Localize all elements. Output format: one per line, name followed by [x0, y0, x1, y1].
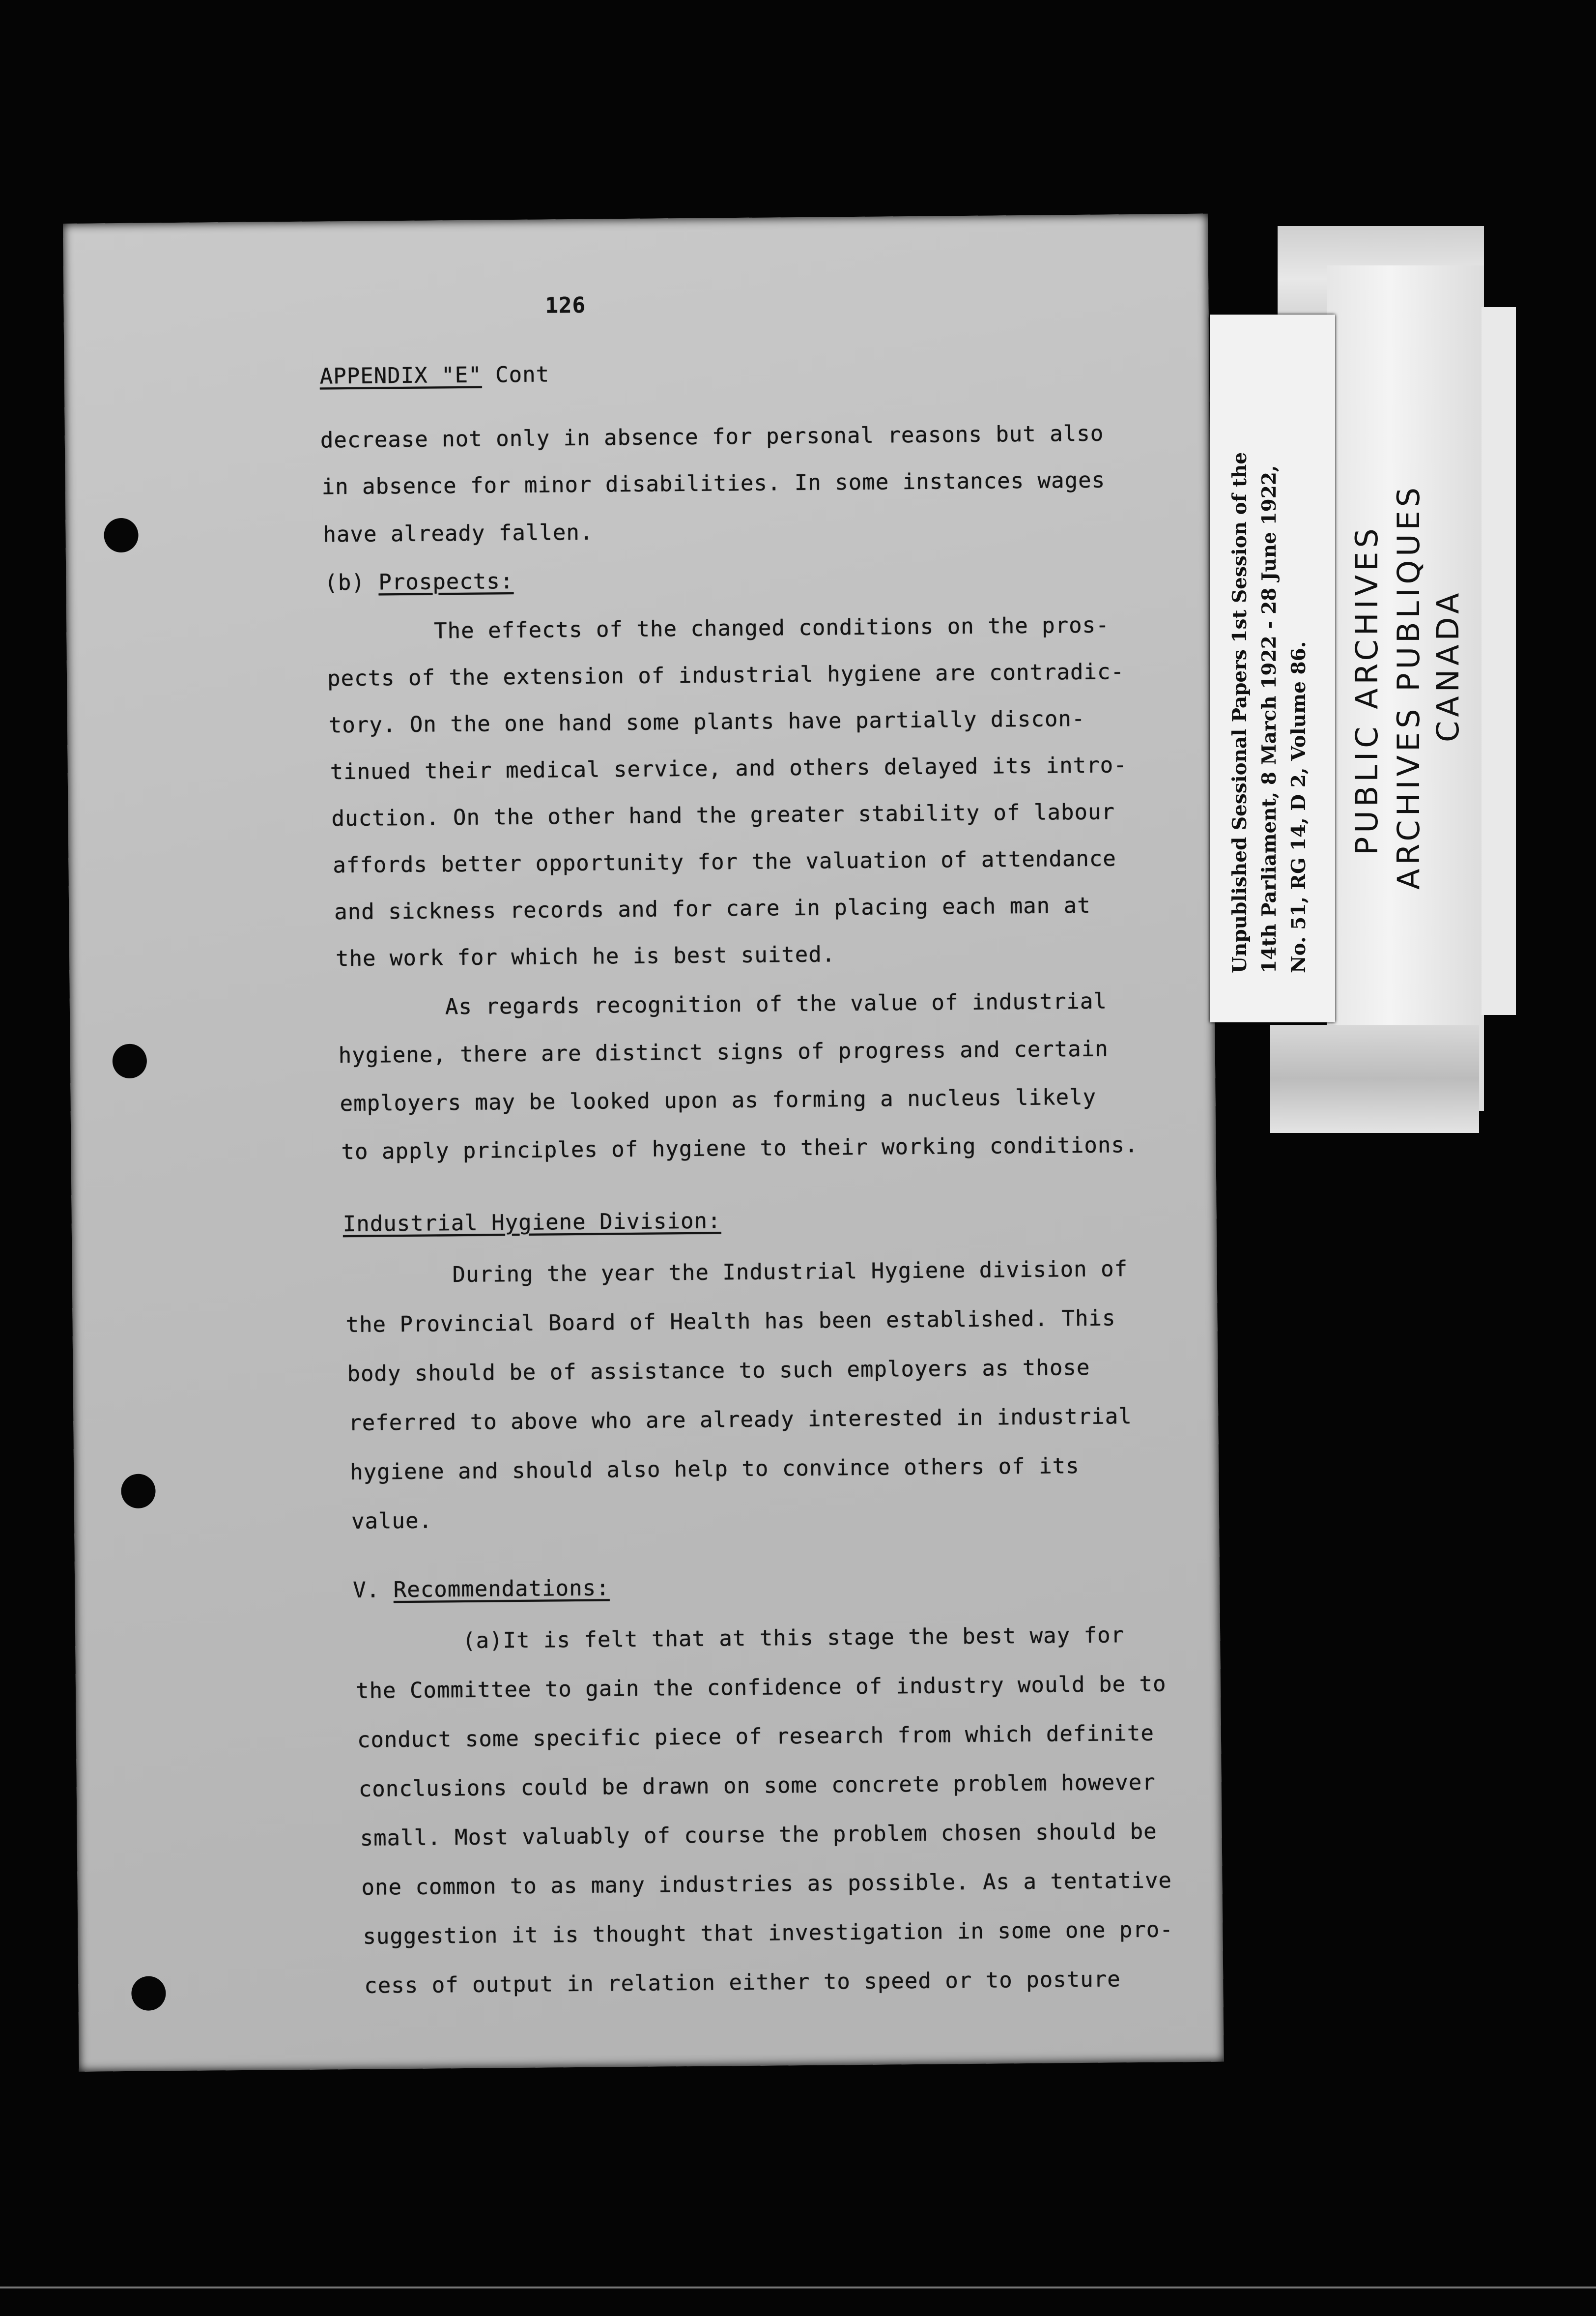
archive-stamp-line: CANADA [1430, 589, 1466, 742]
text-line: pects of the extension of industrial hygiene are contradic- [327, 659, 1125, 692]
archive-label-line: 14th Parliament, 8 March 1922 - 28 June 1922, [1258, 465, 1281, 973]
text-line: employers may be looked upon as forming a nucleus likely [340, 1084, 1097, 1117]
text-line: the work for which he is best suited. [335, 942, 836, 972]
text-line: to apply principles of hygiene to their working conditions. [341, 1132, 1139, 1165]
text-line: As regards recognition of the value of industrial [337, 988, 1108, 1021]
archive-label [1210, 315, 1335, 1022]
punch-hole [104, 518, 139, 553]
archive-label-line: No. 51, RG 14, D 2, Volume 86. [1287, 641, 1310, 973]
text-line: hygiene and should also help to convince others of its [349, 1453, 1080, 1485]
recommendations-title: Recommendations: [393, 1575, 610, 1603]
punch-hole [131, 1976, 166, 2011]
text-line: (a)It is felt that at this stage the best way for [354, 1622, 1125, 1654]
text-line: have already fallen. [323, 520, 594, 548]
archive-slip-bottom [1270, 1025, 1479, 1133]
text-line: affords better opportunity for the valuation of attendance [333, 846, 1117, 878]
prospects-heading [324, 569, 513, 595]
text-line: conclusions could be drawn on some concrete problem however [358, 1769, 1156, 1802]
punch-hole [121, 1474, 156, 1508]
text-line: decrease not only in absence for personal reasons but also [320, 421, 1104, 453]
text-line: suggestion it is thought that investigation in some one pro- [363, 1917, 1174, 1949]
text-line: During the year the Industrial Hygiene division of [344, 1256, 1128, 1289]
text-line: body should be of assistance to such employers as those [347, 1355, 1090, 1387]
page-number: 126 [545, 292, 586, 318]
prospects-title: Prospects: [378, 569, 514, 595]
archive-stamp-line: PUBLIC ARCHIVES [1349, 524, 1385, 855]
prospects-prefix: (b) [324, 570, 379, 596]
appendix-cont: Cont [482, 362, 550, 388]
archive-stamp-line: ARCHIVES PUBLIQUES [1391, 483, 1426, 890]
recommendations-prefix: V. [353, 1577, 394, 1603]
archive-label-line: Unpublished Sessional Papers 1st Session of the [1228, 452, 1251, 973]
text-line: one common to as many industries as possible. As a tentative [361, 1868, 1172, 1900]
text-line: duction. On the other hand the greater stability of labour [331, 799, 1115, 832]
punch-hole [113, 1044, 147, 1079]
recommendations-heading [353, 1575, 610, 1603]
text-line: in absence for minor disabilities. In some instances wages [321, 467, 1106, 500]
text-line: tory. On the one hand some plants have partially discon- [328, 706, 1085, 738]
division-heading: Industrial Hygiene Division: [342, 1208, 721, 1237]
text-line: and sickness records and for care in placing each man at [334, 893, 1091, 925]
appendix-title: APPENDIX "E" [319, 362, 482, 389]
text-line: the Provincial Board of Health has been established. This [345, 1305, 1116, 1338]
archive-tab [1482, 307, 1516, 1015]
text-line: hygiene, there are distinct signs of progress and certain [338, 1036, 1109, 1069]
text-line: the Committee to gain the confidence of industry would be to [355, 1671, 1167, 1704]
text-line: referred to above who are already interested in industrial [348, 1404, 1132, 1436]
text-line: The effects of the changed conditions on the pros- [326, 612, 1110, 645]
text-line: cess of output in relation either to speed or to posture [364, 1967, 1121, 1998]
appendix-heading [320, 362, 550, 389]
text-line: conduct some specific piece of research from which definite [357, 1720, 1155, 1753]
text-line: tinued their medical service, and others delayed its intro- [330, 753, 1127, 785]
text-line: small. Most valuably of course the problem chosen should be [360, 1819, 1157, 1851]
scan-edge [0, 2287, 1596, 2288]
document-page [63, 214, 1224, 2072]
text-line: value. [351, 1508, 433, 1534]
